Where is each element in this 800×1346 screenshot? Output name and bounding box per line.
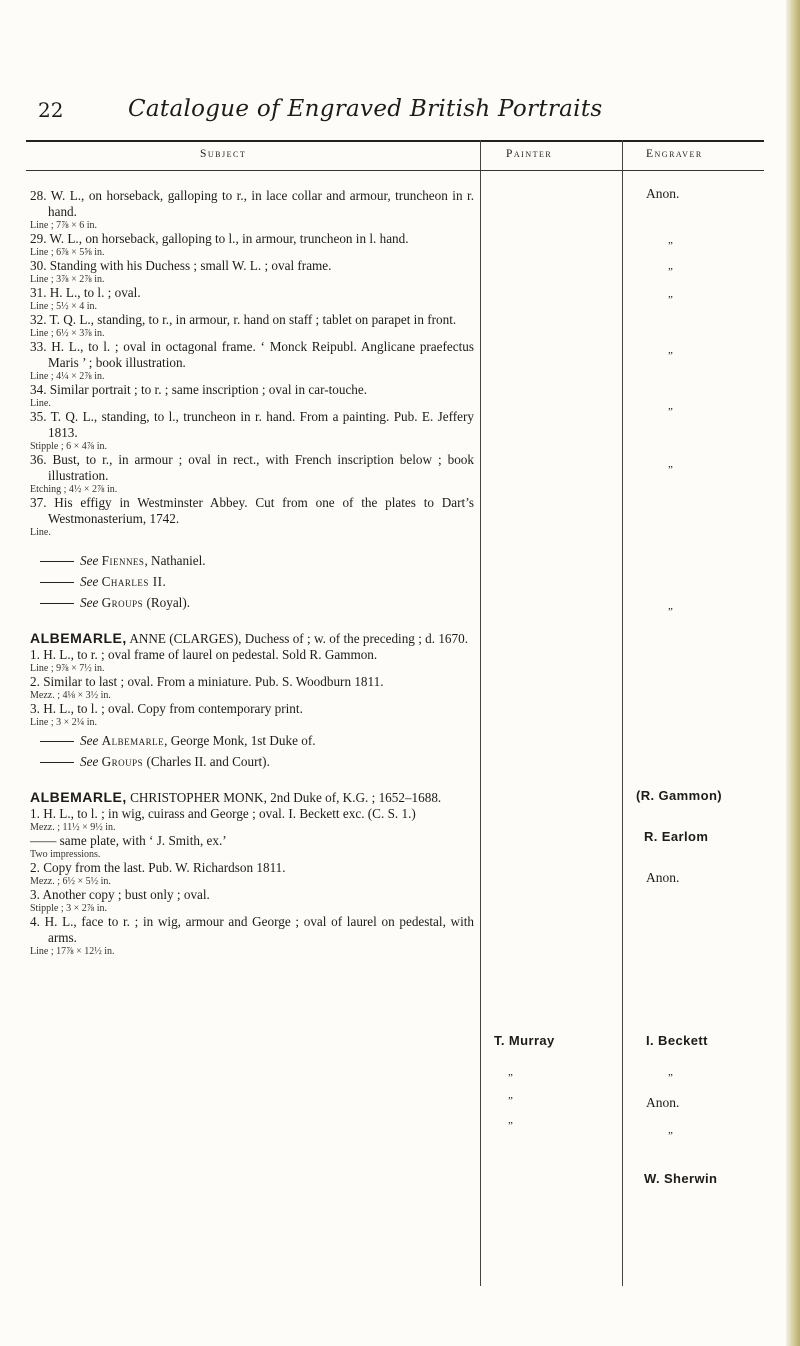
heading-rest: ANNE (CLARGES), Duchess of ; w. of the preceding ; d. 1670. — [126, 631, 469, 646]
see-label: See — [80, 595, 99, 610]
entry-text: 32. T. Q. L., standing, to r., in armour, r. hand on staff ; tablet on parapet in front. — [30, 312, 457, 327]
see-label: See — [80, 754, 99, 769]
catalogue-entry — [30, 188, 474, 231]
heading-name: ALBEMARLE, — [30, 630, 127, 646]
entry-text: —— same plate, with ‘ J. Smith, ex.’ — [30, 833, 227, 848]
ditto-dash — [40, 582, 74, 583]
engraver-beckett: I. Beckett — [646, 1033, 708, 1048]
running-title: Catalogue of Engraved British Portraits — [128, 96, 603, 122]
page-number: 22 — [38, 98, 64, 122]
see-name: Charles II. — [101, 574, 167, 589]
see-name: Fiennes — [101, 553, 145, 568]
cross-reference — [30, 754, 474, 770]
entry-text: 1. H. L., to l. ; in wig, cuirass and George ; oval. I. Beckett exc. (C. S. 1.) — [30, 806, 416, 821]
column-head-subject: Subject — [200, 148, 247, 160]
entry-measure: Mezz. ; 11½ × 9½ in. — [30, 822, 116, 833]
entry-text: 2. Similar to last ; oval. From a miniature. Pub. S. Woodburn 1811. — [30, 674, 384, 689]
ditto-dash — [40, 741, 74, 742]
cross-reference — [30, 574, 474, 590]
see-label: See — [80, 733, 99, 748]
page-edge — [786, 0, 800, 1346]
entry-text: 29. W. L., on horseback, galloping to l., in armour, truncheon in l. hand. — [30, 231, 409, 246]
column-head-engraver: Engraver — [646, 148, 703, 160]
column-head-painter: Painter — [506, 148, 553, 160]
entry-text: 3. H. L., to l. ; oval. Copy from contemporary print. — [30, 701, 303, 716]
catalogue-entry — [30, 647, 474, 674]
catalogue-entry — [30, 231, 474, 258]
entry-heading-anne — [30, 630, 474, 647]
catalogue-entry — [30, 495, 474, 538]
entry-measure: Mezz. ; 6½ × 5½ in. — [30, 876, 111, 887]
ditto-mark: ” — [668, 266, 673, 278]
see-rest: (Charles II. and Court). — [143, 754, 270, 769]
ditto-dash — [40, 603, 74, 604]
engraver-anon: Anon. — [646, 186, 680, 201]
engraver-anon-2: Anon. — [646, 870, 680, 885]
entry-measure: Line ; 3⅞ × 2⅞ in. — [30, 274, 105, 285]
catalogue-entry — [30, 312, 474, 339]
entry-measure: Line ; 17⅞ × 12½ in. — [30, 946, 115, 957]
entry-text: 35. T. Q. L., standing, to l., truncheon in r. hand. From a painting. Pub. E. Jeffery 1813. — [30, 409, 474, 440]
entry-text: 36. Bust, to r., in armour ; oval in rect., with French inscription below ; book illustration. — [30, 452, 474, 483]
entry-measure: Stipple ; 3 × 2⅞ in. — [30, 903, 108, 914]
entry-measure: Line. — [30, 398, 51, 409]
see-rest: (Royal). — [143, 595, 191, 610]
entry-text: 31. H. L., to l. ; oval. — [30, 285, 141, 300]
entry-measure: Line ; 6½ × 3⅞ in. — [30, 328, 105, 339]
see-name: Albemarle — [101, 733, 165, 748]
see-rest: , George Monk, 1st Duke of. — [164, 733, 316, 748]
catalogue-entry — [30, 452, 474, 495]
entry-text: 2. Copy from the last. Pub. W. Richardson 1811. — [30, 860, 286, 875]
cross-reference — [30, 595, 474, 611]
see-label: See — [80, 553, 99, 568]
ditto-dash — [40, 762, 74, 763]
entry-measure: Line ; 4¼ × 2⅞ in. — [30, 371, 105, 382]
catalogue-entry — [30, 409, 474, 452]
catalogue-entry — [30, 382, 474, 409]
see-rest: , Nathaniel. — [144, 553, 206, 568]
entry-text: 28. W. L., on horseback, galloping to r., in lace collar and armour, truncheon in r. hand. — [30, 188, 474, 219]
ditto-dash — [40, 561, 74, 562]
entry-measure: Line ; 6⅞ × 5⅝ in. — [30, 247, 105, 258]
catalogue-entry — [30, 339, 474, 382]
catalogue-entry — [30, 258, 474, 285]
entry-measure: Two impressions. — [30, 849, 101, 860]
entry-measure: Line ; 7⅞ × 6 in. — [30, 220, 98, 231]
entry-measure: Line ; 9⅞ × 7½ in. — [30, 663, 105, 674]
engraver-anon-3: Anon. — [646, 1095, 680, 1110]
entry-heading-christopher — [30, 789, 474, 806]
catalogue-entry — [30, 701, 474, 728]
catalogue-entry — [30, 285, 474, 312]
catalogue-entry — [30, 806, 474, 833]
heading-rest: CHRISTOPHER MONK, 2nd Duke of, K.G. ; 1652–1688. — [126, 790, 442, 805]
entry-text: 30. Standing with his Duchess ; small W. L. ; oval frame. — [30, 258, 332, 273]
catalogue-entry — [30, 914, 474, 957]
entry-measure: Stipple ; 6 × 4⅞ in. — [30, 441, 108, 452]
entry-text: 4. H. L., face to r. ; in wig, armour and George ; oval of laurel on pedestal, with arms. — [30, 914, 474, 945]
entry-measure: Line ; 5½ × 4 in. — [30, 301, 98, 312]
catalogue-entry — [30, 860, 474, 887]
entry-text: 1. H. L., to r. ; oval frame of laurel on pedestal. Sold R. Gammon. — [30, 647, 378, 662]
catalogue-entry — [30, 887, 474, 914]
engraver-sherwin: W. Sherwin — [644, 1171, 718, 1186]
column-divider-2 — [622, 140, 623, 1286]
see-name: Groups — [101, 595, 144, 610]
painter-murray: T. Murray — [494, 1033, 555, 1048]
ditto-mark: ” — [668, 464, 673, 476]
ditto-mark: ” — [668, 606, 673, 618]
cross-reference — [30, 553, 474, 569]
cross-reference — [30, 733, 474, 749]
entry-measure: Mezz. ; 4⅛ × 3½ in. — [30, 690, 111, 701]
ditto-mark: ” — [668, 406, 673, 418]
ditto-mark: ” — [668, 240, 673, 252]
entry-text: 37. His effigy in Westminster Abbey. Cut from one of the plates to Dart’s Westmonasterium, 1742. — [30, 495, 474, 526]
see-name: Groups — [101, 754, 144, 769]
heading-name: ALBEMARLE, — [30, 789, 127, 805]
top-rule — [26, 140, 764, 142]
entry-measure: Line ; 3 × 2¼ in. — [30, 717, 98, 728]
ditto-mark: ” — [668, 1130, 673, 1142]
header-rule — [26, 170, 764, 171]
ditto-mark: ” — [508, 1072, 513, 1084]
entry-text: 34. Similar portrait ; to r. ; same inscription ; oval in car-touche. — [30, 382, 368, 397]
entry-text: 3. Another copy ; bust only ; oval. — [30, 887, 210, 902]
engraver-gammon: (R. Gammon) — [636, 788, 723, 803]
catalogue-entry — [30, 833, 474, 860]
entry-measure: Etching ; 4½ × 2⅞ in. — [30, 484, 118, 495]
entry-text: 33. H. L., to l. ; oval in octagonal frame. ‘ Monck Reipubl. Anglicane praefectus Maris ’ ; book illustration. — [30, 339, 474, 370]
catalogue-entry — [30, 674, 474, 701]
subject-column — [30, 188, 474, 957]
engraver-earlom: R. Earlom — [644, 829, 709, 844]
ditto-mark: ” — [668, 1072, 673, 1084]
page-header — [38, 98, 768, 128]
see-label: See — [80, 574, 99, 589]
entry-measure: Line. — [30, 527, 51, 538]
ditto-mark: ” — [508, 1120, 513, 1132]
ditto-mark: ” — [668, 350, 673, 362]
ditto-mark: ” — [508, 1095, 513, 1107]
column-divider-1 — [480, 140, 481, 1286]
ditto-mark: ” — [668, 294, 673, 306]
